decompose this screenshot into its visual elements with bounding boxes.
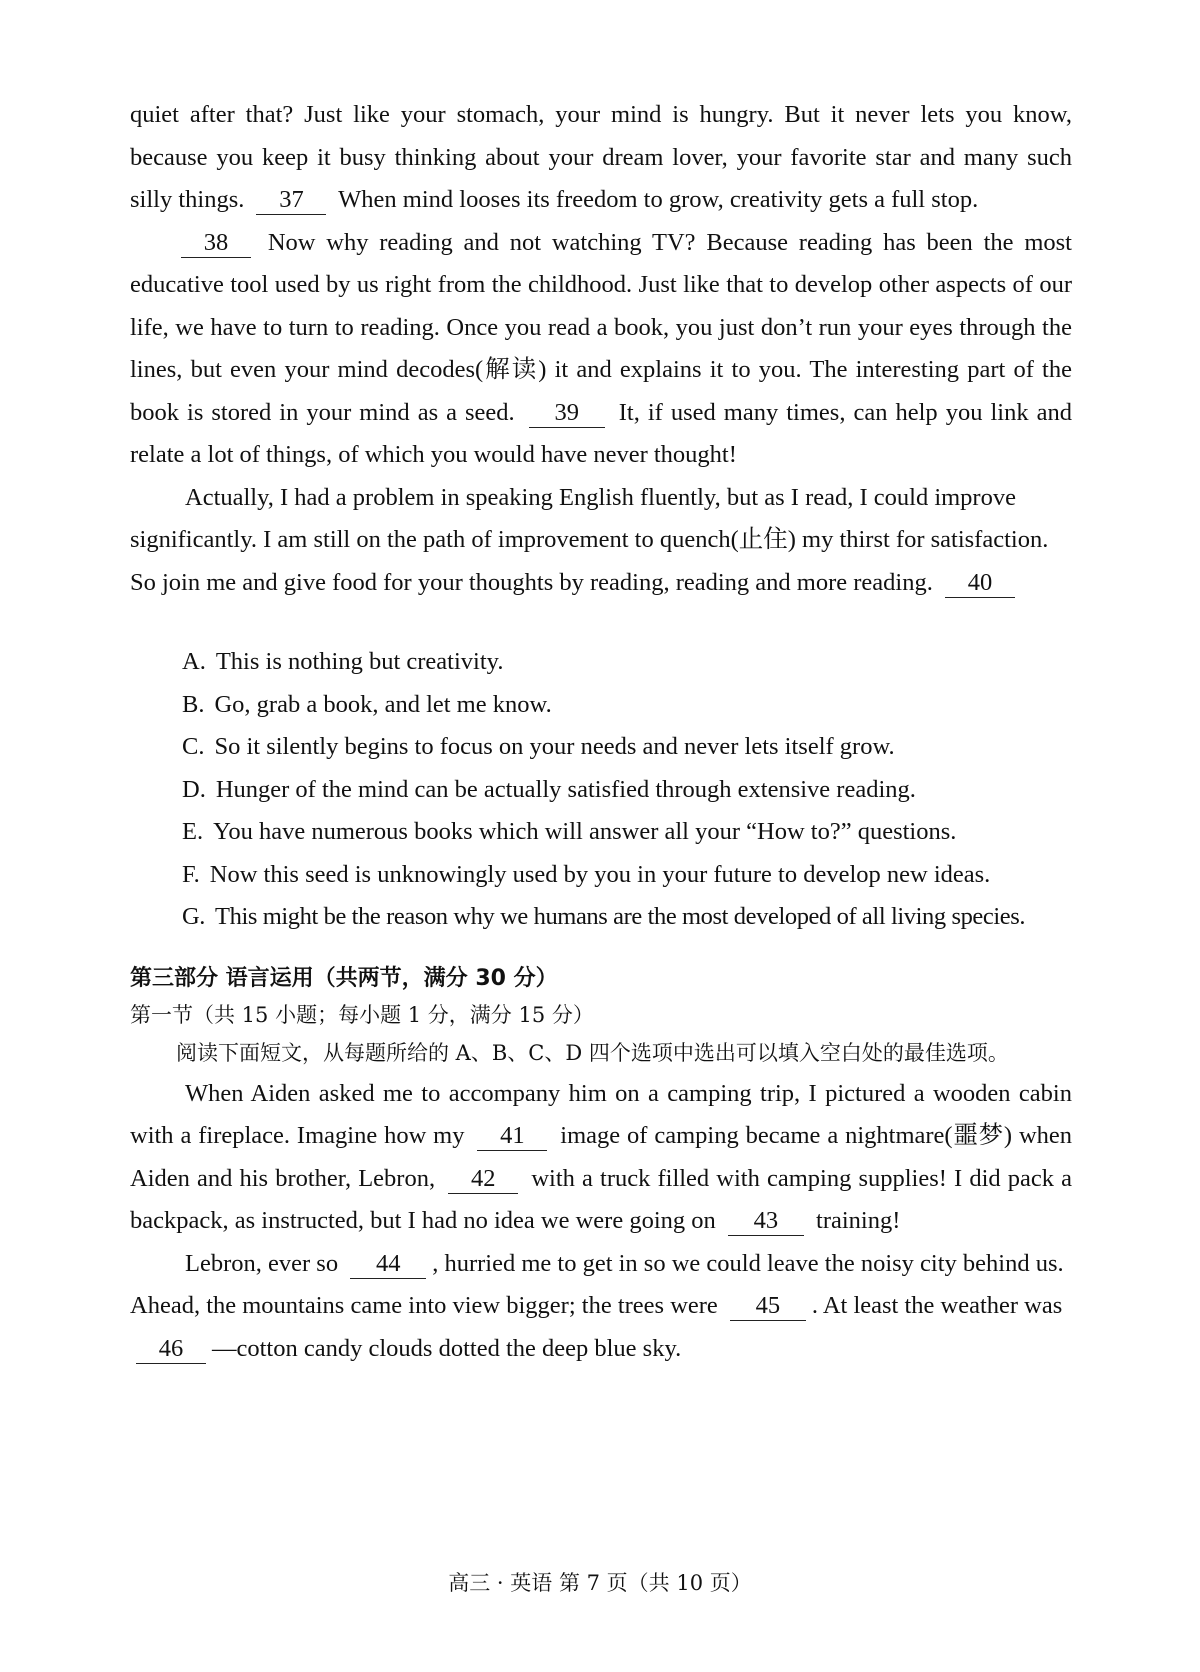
- paragraph-text: with a truck filled with camping supplies! I did pack a backpack, as instructed, but I had no idea we were going on: [130, 1164, 1073, 1234]
- paragraph-text: quiet after that? Just like your stomach, your mind is hungry. But it never lets you know, because you keep it busy thinking about your dream lover, your favorite star and many such silly things.: [130, 101, 1072, 213]
- paragraph-text: image of camping became a nightmare(噩梦) when Aiden and his brother, Lebron,: [130, 1122, 1073, 1192]
- page-footer: 高三 · 英语 第 7 页（共 10 页）: [448, 1571, 752, 1595]
- option-g: [130, 896, 1072, 939]
- blank-44: 44: [350, 1250, 426, 1279]
- option-a: [130, 641, 1072, 684]
- paragraph-text: Lebron, ever so: [185, 1249, 339, 1277]
- paragraph-text: . At least the weather was: [811, 1292, 1063, 1319]
- paragraph-text: Actually, I had a problem in speaking English fluently, but as I read, I could improve significantly. I am still on the path of improvement to quench(止住) my thirst for satisfaction. So join me and give food for your thoughts by reading, reading and more reading.: [130, 483, 1049, 596]
- paragraph-text: —cotton candy clouds dotted the deep blue sky.: [212, 1334, 682, 1362]
- exam-page-content: [130, 94, 1072, 1370]
- option-text: So it silently begins to focus on your needs and never lets itself grow.: [214, 733, 895, 760]
- passage-paragraph-3: [130, 477, 1072, 605]
- blank-37: 37: [256, 186, 326, 215]
- blank-46: 46: [136, 1335, 206, 1364]
- option-text: Now this seed is unknowingly used by you in your future to develop new ideas.: [209, 860, 991, 888]
- answer-options: [130, 641, 1072, 939]
- passage-paragraph-2: [130, 222, 1072, 477]
- cloze-paragraph-2: [130, 1243, 1072, 1371]
- section-subtitle: 第一节（共 15 小题；每小题 1 分，满分 15 分）: [130, 1002, 594, 1027]
- option-letter: D.: [182, 775, 206, 803]
- section-title: 第三部分 语言运用（共两节，满分 30 分）: [130, 965, 558, 991]
- blank-40: 40: [945, 569, 1015, 598]
- option-letter: E.: [182, 818, 204, 845]
- option-letter: A.: [182, 648, 206, 675]
- option-text: This might be the reason why we humans are the most developed of all living species.: [215, 903, 1026, 930]
- option-letter: C.: [182, 733, 205, 760]
- blank-41: 41: [477, 1122, 547, 1151]
- option-b: [130, 684, 1072, 727]
- paragraph-text: training!: [816, 1207, 901, 1234]
- option-letter: G.: [182, 903, 206, 930]
- cloze-paragraph-1: [130, 1073, 1072, 1243]
- option-d: [130, 769, 1072, 812]
- option-c: [130, 726, 1072, 769]
- option-text: You have numerous books which will answer all your “How to?” questions.: [213, 818, 957, 845]
- blank-43: 43: [728, 1207, 804, 1236]
- blank-45: 45: [730, 1292, 806, 1321]
- section-instruction: 阅读下面短文，从每题所给的 A、B、C、D 四个选项中选出可以填入空白处的最佳选项。: [176, 1040, 1009, 1065]
- paragraph-text: Now why reading and not watching TV? Because reading has been the most educative tool used by us right from the childhood. Just like that to develop other aspects of our life, we have to turn to reading. Once you read a book, you just don’t run your eyes through the lines, but even your mind decodes(解读) it and explains it to you. The interesting part of the book is stored in your mind as a seed.: [130, 228, 1072, 426]
- option-text: Hunger of the mind can be actually satisfied through extensive reading.: [215, 775, 916, 803]
- paragraph-text: When mind looses its freedom to grow, creativity gets a full stop.: [338, 186, 979, 213]
- option-e: [130, 811, 1072, 854]
- blank-39: 39: [529, 399, 605, 428]
- option-f: [130, 854, 1072, 897]
- option-text: This is nothing but creativity.: [215, 648, 504, 675]
- paragraph-text: When Aiden asked me to accompany him on a camping trip, I pictured a wooden cabin with a fireplace. Imagine how my: [130, 1079, 1072, 1149]
- option-text: Go, grab a book, and let me know.: [214, 690, 552, 718]
- option-letter: B.: [182, 690, 205, 718]
- paragraph-text: It, if used many times, can help you link and relate a lot of things, of which you would have never thought!: [130, 398, 1072, 468]
- passage-paragraph-1: [130, 94, 1072, 222]
- option-letter: F.: [182, 860, 200, 888]
- paragraph-text: , hurried me to get in so we could leave the noisy city behind us. Ahead, the mountains came into view bigger; the trees were: [130, 1249, 1064, 1319]
- blank-42: 42: [448, 1165, 518, 1194]
- blank-38: 38: [181, 229, 251, 258]
